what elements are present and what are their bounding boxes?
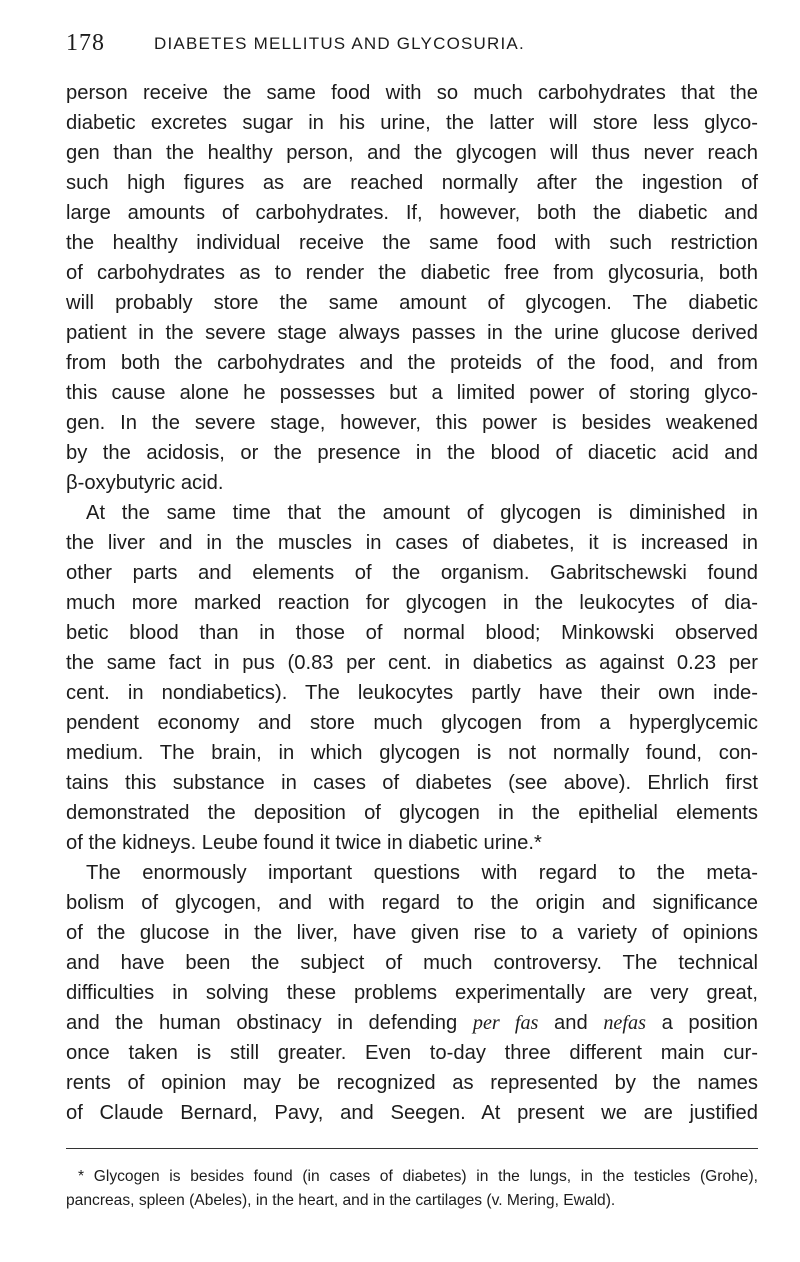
text-line: such high figures as are reached normally after the ingestion of: [66, 172, 758, 194]
running-head: [66, 30, 758, 64]
text-line: of the glucose in the liver, have given rise to a variety of opinions: [66, 922, 758, 944]
text-line: the same fact in pus (0.83 per cent. in diabetics as against 0.23 per: [66, 652, 758, 674]
text-line: β-oxybutyric acid.: [66, 472, 224, 494]
paragraph-3: [66, 858, 758, 1128]
text-line: other parts and elements of the organism. Gabritschewski found: [66, 562, 758, 584]
text-line: once taken is still greater. Even to-day three different main cur-: [66, 1042, 758, 1064]
text-line: rents of opinion may be recognized as represented by the names: [66, 1072, 758, 1094]
text-line: difficulties in solving these problems experimentally are very great,: [66, 982, 758, 1004]
italic-phrase-nefas: nefas: [603, 1012, 646, 1034]
text-line: At the same time that the amount of glycogen is diminished in: [86, 502, 758, 524]
text-line: diabetic excretes sugar in his urine, the latter will store less glyco-: [66, 112, 758, 134]
text-line: person receive the same food with so much carbohydrates that the: [66, 82, 758, 104]
chapter-title: DIABETES MELLITUS AND GLYCOSURIA.: [154, 34, 525, 53]
italic-phrase-per-fas: per fas: [472, 1012, 539, 1034]
text-line: gen than the healthy person, and the glycogen will thus never reach: [66, 142, 758, 164]
paragraph-2: [66, 498, 758, 858]
text-line: will probably store the same amount of glycogen. The diabetic: [66, 292, 758, 314]
text-line: of Claude Bernard, Pavy, and Seegen. At present we are justified: [66, 1102, 758, 1124]
text-line: large amounts of carbohydrates. If, however, both the diabetic and: [66, 202, 758, 224]
book-page: [66, 30, 758, 1213]
text-line: patient in the severe stage always passes in the urine glucose derived: [66, 322, 758, 344]
footnote-divider: [66, 1148, 758, 1149]
text-line: pendent economy and store much glycogen from a hyperglycemic: [66, 712, 758, 734]
footnote: [66, 1165, 758, 1213]
text-line: and have been the subject of much controversy. The technical: [66, 952, 758, 974]
text-line: demonstrated the deposition of glycogen in the epithelial elements: [66, 802, 758, 824]
text-line: this cause alone he possesses but a limited power of storing glyco-: [66, 382, 758, 404]
text-line-with-italics: [66, 1008, 758, 1038]
text-line: bolism of glycogen, and with regard to the origin and significance: [66, 892, 758, 914]
text-line: the liver and in the muscles in cases of diabetes, it is increased in: [66, 532, 758, 554]
text-line: of carbohydrates as to render the diabetic free from glycosuria, both: [66, 262, 758, 284]
text-line: by the acidosis, or the presence in the blood of diacetic acid and: [66, 442, 758, 464]
text-line: betic blood than in those of normal blood; Minkowski observed: [66, 622, 758, 644]
text-line: of the kidneys. Leube found it twice in diabetic urine.*: [66, 832, 542, 854]
footnote-line: pancreas, spleen (Abeles), in the heart, and in the cartilages (v. Mering, Ewald).: [66, 1192, 616, 1209]
text-line: much more marked reaction for glycogen in the leukocytes of dia-: [66, 592, 758, 614]
text-line: the healthy individual receive the same food with such restriction: [66, 232, 758, 254]
footnote-line: * Glycogen is besides found (in cases of diabetes) in the lungs, in the testicles (Grohe),: [78, 1168, 758, 1185]
text-fragment: a position: [645, 1012, 758, 1034]
text-line: from both the carbohydrates and the proteids of the food, and from: [66, 352, 758, 374]
paragraph-1: [66, 78, 758, 498]
page-number: 178: [66, 30, 105, 56]
text-fragment: and the human obstinacy in defending: [66, 1012, 473, 1034]
text-line: cent. in nondiabetics). The leukocytes partly have their own inde-: [66, 682, 758, 704]
text-line: tains this substance in cases of diabetes (see above). Ehrlich first: [66, 772, 758, 794]
text-line: The enormously important questions with regard to the meta-: [86, 862, 758, 884]
text-line: medium. The brain, in which glycogen is not normally found, con-: [66, 742, 758, 764]
text-line: gen. In the severe stage, however, this power is besides weakened: [66, 412, 758, 434]
text-fragment: and: [538, 1012, 604, 1034]
body-text: [66, 78, 758, 1128]
